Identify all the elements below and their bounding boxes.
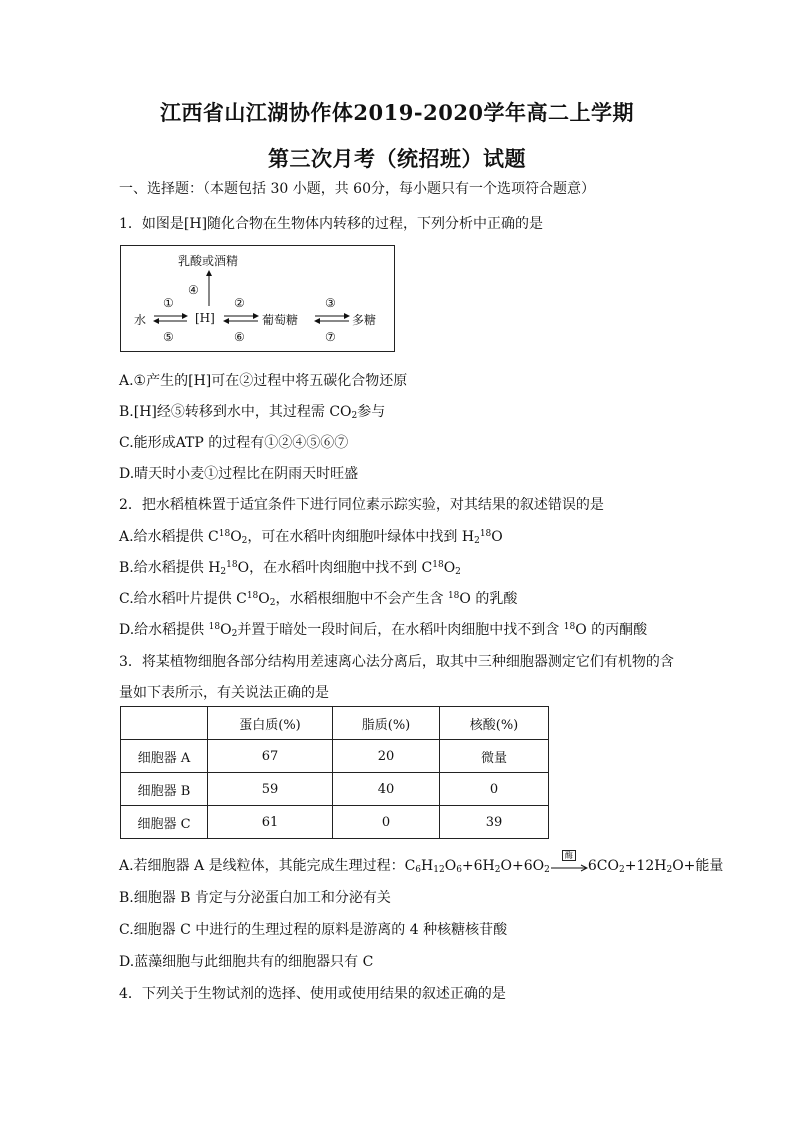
q1-option-d: D.晴天时小麦①过程比在阴雨天时旺盛 bbox=[119, 466, 359, 482]
t: 并置于暗处一段时间后，在水稻叶肉细胞中找不到含 bbox=[237, 622, 564, 638]
enzyme-arrow bbox=[550, 851, 588, 873]
t: B.给水稻提供 H bbox=[119, 560, 221, 576]
table-row bbox=[121, 740, 549, 773]
q2-option-a bbox=[119, 526, 503, 546]
table-header-cell bbox=[121, 707, 208, 740]
t: O bbox=[443, 560, 456, 576]
circle-6: ⑥ bbox=[234, 330, 245, 344]
sup: 18 bbox=[432, 560, 444, 570]
table-row bbox=[121, 806, 549, 839]
sup: 18 bbox=[447, 591, 460, 601]
q1-option-c: C.能形成ATP 的过程有①②④⑤⑥⑦ bbox=[119, 435, 349, 451]
q1-b-post: 参与 bbox=[357, 404, 386, 420]
q1-option-a: A.①产生的[H]可在②过程中将五碳化合物还原 bbox=[119, 373, 408, 389]
q1-option-b bbox=[119, 401, 385, 421]
circle-4: ④ bbox=[188, 283, 199, 297]
table-header-cell: 核酸(%) bbox=[440, 707, 549, 740]
polysaccharide-label: 多糖 bbox=[352, 313, 377, 327]
water-label: 水 bbox=[134, 313, 147, 327]
q3-option-c: C.细胞器 C 中进行的生理过程的原料是游离的 4 种核糖核苷酸 bbox=[119, 922, 508, 938]
sup: 18 bbox=[208, 622, 221, 632]
sub: 6 bbox=[415, 865, 422, 875]
q3-option-a bbox=[119, 851, 724, 875]
table-cell: 0 bbox=[440, 773, 549, 806]
sub: 2 bbox=[241, 536, 248, 546]
t: +6H bbox=[461, 858, 495, 874]
t: +12H bbox=[624, 858, 667, 874]
sub: 12 bbox=[433, 865, 445, 875]
q1-b-pre: B.[H]经⑤转移到水中，其过程需 CO bbox=[119, 404, 352, 420]
q2-option-d bbox=[119, 619, 647, 639]
circle-7: ⑦ bbox=[325, 330, 336, 344]
table-cell: 微量 bbox=[440, 740, 549, 773]
table-cell: 67 bbox=[208, 740, 333, 773]
sub: 2 bbox=[220, 567, 227, 577]
table-cell: 细胞器 C bbox=[121, 806, 208, 839]
q2-option-b bbox=[119, 557, 461, 577]
table-cell: 61 bbox=[208, 806, 333, 839]
h-label: [H] bbox=[195, 311, 215, 325]
q1-stem: 1．如图是[H]随化合物在生物体内转移的过程，下列分析中正确的是 bbox=[119, 216, 544, 232]
q3-stem-line-1: 3．将某植物细胞各部分结构用差速离心法分离后，取其中三种细胞器测定它们有机物的含 bbox=[119, 654, 674, 670]
sub: 2 bbox=[494, 865, 501, 875]
sub: 2 bbox=[666, 865, 673, 875]
sub: 2 bbox=[544, 865, 550, 875]
sub: 2 bbox=[231, 629, 238, 639]
t: O bbox=[258, 591, 270, 607]
q2-option-c bbox=[119, 588, 517, 608]
table-row bbox=[121, 773, 549, 806]
t: A.给水稻提供 C bbox=[119, 529, 219, 545]
q4-stem: 4．下列关于生物试剂的选择、使用或使用结果的叙述正确的是 bbox=[119, 986, 506, 1002]
q1-b-sub: 2 bbox=[351, 411, 358, 421]
sub: 6 bbox=[456, 865, 462, 875]
sub: 2 bbox=[269, 598, 276, 608]
t: H bbox=[421, 858, 434, 874]
t: O 的丙酮酸 bbox=[575, 622, 648, 638]
section-heading: 一、选择题：（本题包括 30 小题，共 60分，每小题只有一个选项符合题意） bbox=[119, 181, 595, 197]
organelle-table bbox=[120, 706, 549, 839]
table-cell: 40 bbox=[333, 773, 440, 806]
sup: 18 bbox=[479, 529, 492, 539]
t: ，水稻根细胞中不会产生含 bbox=[275, 591, 448, 607]
table-cell: 细胞器 B bbox=[121, 773, 208, 806]
circle-1: ① bbox=[163, 296, 174, 310]
t: C.给水稻叶片提供 C bbox=[119, 591, 247, 607]
sub: 2 bbox=[474, 536, 480, 546]
t: O，在水稻叶肉细胞中找不到 C bbox=[237, 560, 433, 576]
table-header-row bbox=[121, 707, 549, 740]
t: D.给水稻提供 bbox=[119, 622, 209, 638]
sup: 18 bbox=[563, 622, 576, 632]
q2-stem: 2．把水稻植株置于适宜条件下进行同位素示踪实验，对其结果的叙述错误的是 bbox=[119, 497, 604, 513]
t: O bbox=[491, 529, 503, 545]
sup: 18 bbox=[226, 560, 238, 570]
t: O bbox=[230, 529, 242, 545]
t: 6CO bbox=[587, 858, 619, 874]
enzyme-label: 酶 bbox=[562, 850, 576, 861]
sup: 18 bbox=[246, 591, 259, 601]
table-cell: 0 bbox=[333, 806, 440, 839]
t: A.若细胞器 A 是线粒体，其能完成生理过程：C bbox=[119, 858, 416, 874]
circle-2: ② bbox=[234, 296, 245, 310]
t: O 的乳酸 bbox=[459, 591, 518, 607]
sub: 2 bbox=[455, 567, 461, 577]
table-header-cell: 脂质(%) bbox=[333, 707, 440, 740]
q3-stem-line-2: 量如下表所示，有关说法正确的是 bbox=[119, 685, 329, 701]
title-line-1: 江西省山江湖协作体2019-2020学年高二上学期 bbox=[159, 100, 635, 125]
sub: 2 bbox=[618, 865, 625, 875]
q3-option-b: B.细胞器 B 肯定与分泌蛋白加工和分泌有关 bbox=[119, 890, 391, 906]
table-cell: 细胞器 A bbox=[121, 740, 208, 773]
reaction-arrow-icon bbox=[550, 859, 588, 873]
table-header-cell: 蛋白质(%) bbox=[208, 707, 333, 740]
table-cell: 20 bbox=[333, 740, 440, 773]
title-line-2: 第三次月考（统招班）试题 bbox=[268, 146, 526, 171]
table-cell: 39 bbox=[440, 806, 549, 839]
t: O bbox=[220, 622, 232, 638]
t: O bbox=[444, 858, 457, 874]
t: O+6O bbox=[500, 858, 545, 874]
table-cell: 59 bbox=[208, 773, 333, 806]
lactic-acid-label: 乳酸或酒精 bbox=[178, 254, 239, 268]
h-transfer-diagram bbox=[120, 245, 395, 352]
glucose-label: 葡萄糖 bbox=[262, 313, 299, 327]
circle-3: ③ bbox=[325, 296, 336, 310]
circle-5: ⑤ bbox=[163, 330, 174, 344]
t: O+能量 bbox=[672, 858, 724, 874]
q3-option-d: D.蓝藻细胞与此细胞共有的细胞器只有 C bbox=[119, 954, 374, 970]
t: ，可在水稻叶肉细胞叶绿体中找到 H bbox=[247, 529, 475, 545]
sup: 18 bbox=[218, 529, 231, 539]
